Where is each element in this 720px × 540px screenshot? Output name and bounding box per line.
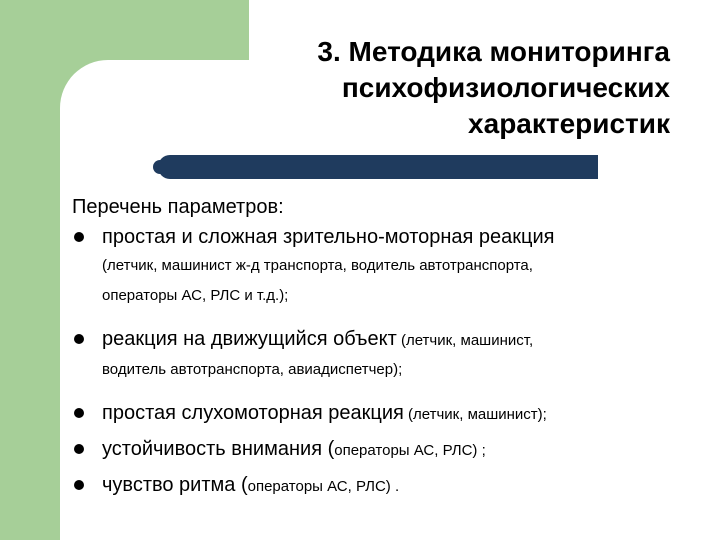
slide-title [250,34,670,142]
item-note: (летчик, машинист); [403,406,547,423]
item-text: чувство ритма ( [102,474,248,496]
bullet-icon [74,408,84,418]
parameters-heading: Перечень параметров: [72,196,284,218]
item-note: операторы АС, РЛС) . [247,478,400,495]
list-item [72,325,692,385]
item-subtext: водитель автотранспорта, авиадиспетчер); [102,361,403,378]
list-item [72,399,692,429]
bullet-icon [74,334,84,344]
list-item [72,223,692,311]
bullet-icon [74,232,84,242]
item-subtext: операторы АС, РЛС и т.д.); [102,287,289,304]
title-line: характеристик [468,108,670,139]
item-text: устойчивость внимания ( [102,438,335,460]
item-note: (летчик, машинист, [396,332,534,349]
list-item [72,435,692,465]
bullet-icon [74,444,84,454]
list-item [72,471,692,501]
title-line: психофизиологических [341,72,670,103]
title-line: 3. Методика мониторинга [317,36,670,67]
slide-body [72,194,692,501]
rounded-corner [60,60,260,170]
left-green-band [0,0,60,540]
item-text: простая и сложная зрительно-моторная реакция [102,226,555,248]
bullet-icon [74,480,84,490]
item-text: реакция на движущийся объект [102,328,397,350]
item-subtext: (летчик, машинист ж-д транспорта, водитель автотранспорта, [102,257,533,274]
item-text: простая слухомоторная реакция [102,402,404,424]
item-note: операторы АС, РЛС) ; [334,442,486,459]
title-divider-bar [158,155,598,179]
